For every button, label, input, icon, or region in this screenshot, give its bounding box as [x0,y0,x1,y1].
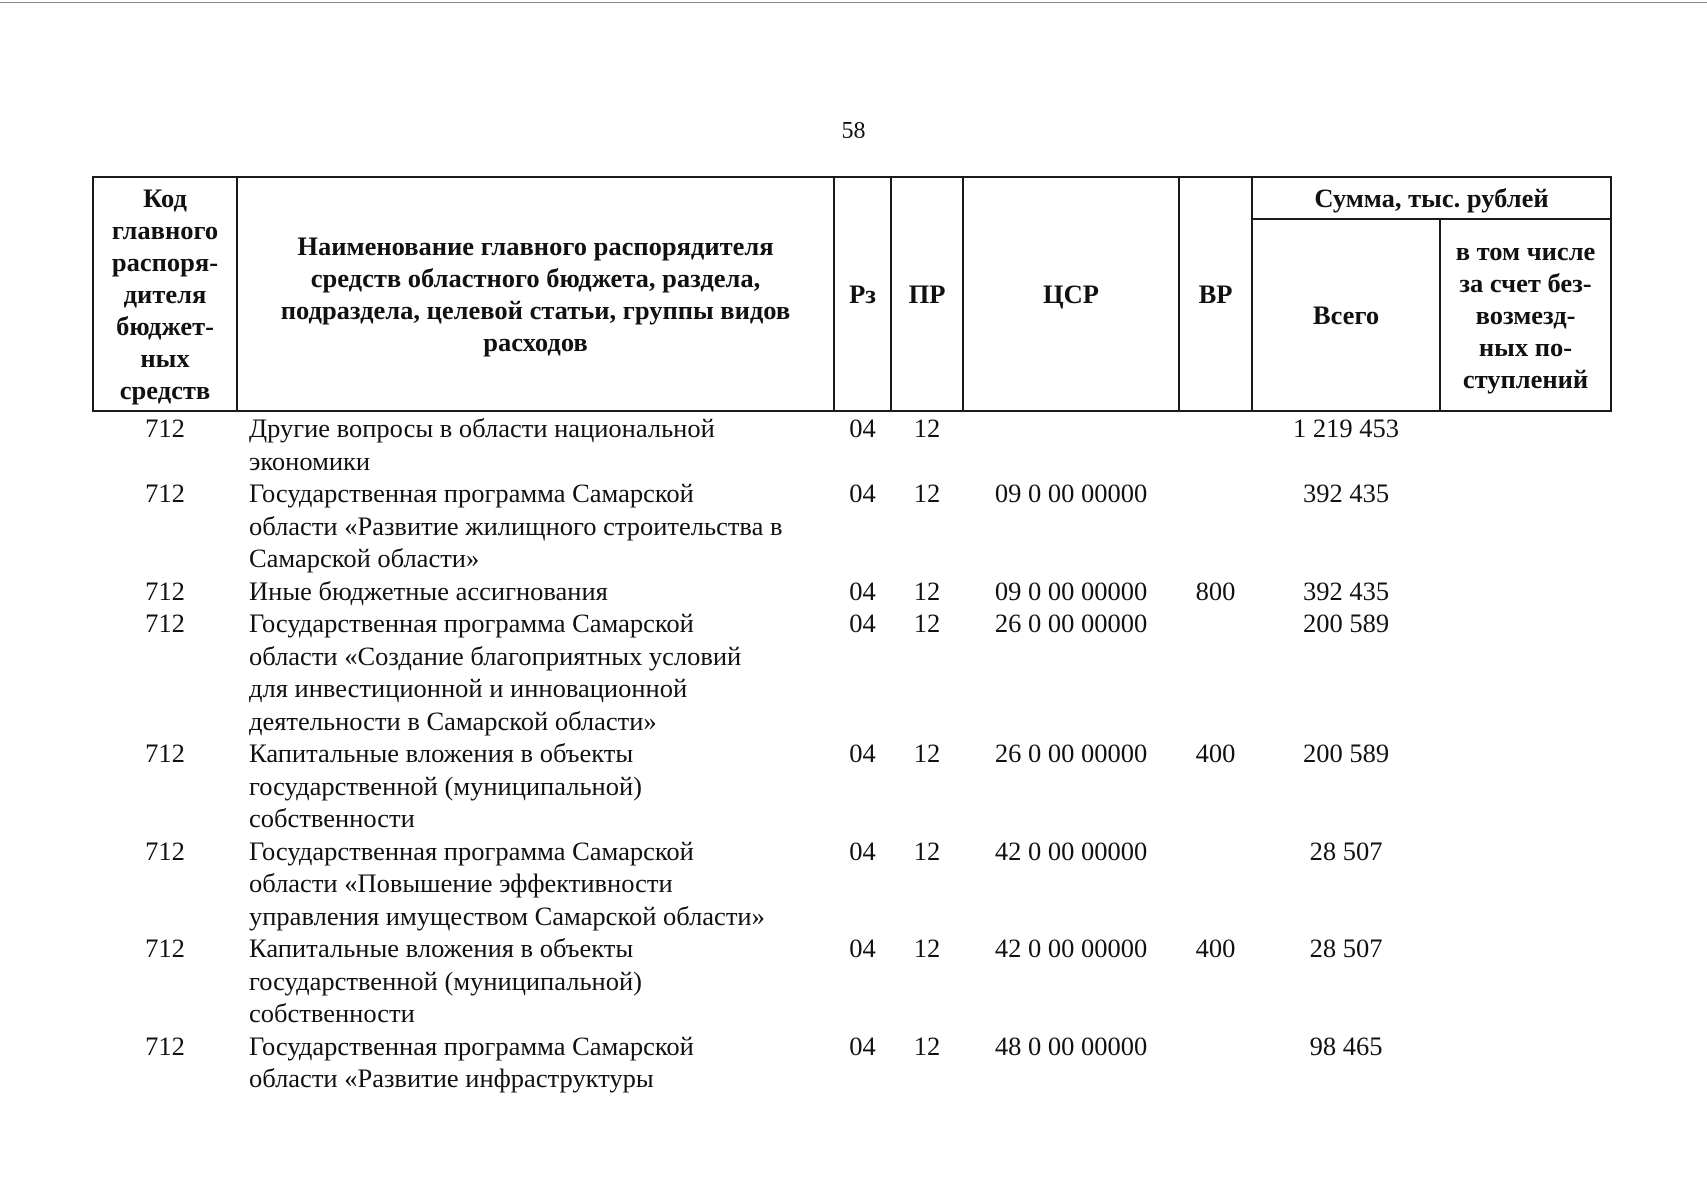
cell-code: 712 [145,933,185,963]
cell-vr [1179,1030,1252,1095]
cell-code: 712 [145,608,185,638]
table-row [93,607,1611,737]
cell-vr [1179,607,1252,737]
cell-free [1440,477,1611,575]
cell-pr: 12 [913,608,941,638]
cell-vr [1179,835,1252,933]
cell-name: Капитальные вложения в объекты государственной (муниципальной) собственности [249,738,642,833]
cell-csr: 09 0 00 00000 [994,575,1148,606]
cell-name: Государственная программа Самарской области «Развитие жилищного строительства в Самарской области» [249,478,783,573]
cell-rz: 04 [849,413,876,443]
cell-pr: 12 [913,478,941,508]
cell-pr: 12 [913,413,941,443]
cell-code: 712 [145,478,185,508]
cell-total: 98 465 [1309,1030,1383,1061]
cell-free [1440,835,1611,933]
cell-total: 392 435 [1302,575,1390,606]
page-top-edge [0,2,1707,3]
page-number: 58 [841,118,866,144]
cell-name: Государственная программа Самарской области «Развитие инфраструктуры [249,1030,694,1093]
cell-rz: 04 [849,933,876,963]
cell-pr: 12 [913,575,941,606]
cell-code: 712 [145,1030,185,1061]
table-row [93,737,1611,835]
cell-csr: 48 0 00 00000 [994,1030,1148,1061]
cell-free [1440,575,1611,608]
header-rz: Рз [834,177,891,411]
budget-table [92,176,1612,1095]
cell-csr: 09 0 00 00000 [994,478,1148,508]
cell-csr [963,411,1179,477]
cell-total: 28 507 [1309,933,1383,963]
cell-pr: 12 [913,1030,941,1061]
cell-rz: 04 [849,608,876,638]
header-sum: Сумма, тыс. рублей [1252,177,1611,219]
cell-csr: 26 0 00 00000 [994,738,1148,768]
cell-name: Другие вопросы в области национальной экономики [249,413,715,476]
cell-csr: 42 0 00 00000 [994,933,1148,963]
table-row [93,835,1611,933]
cell-code: 712 [145,413,185,443]
header-vr: ВР [1179,177,1252,411]
table-row [93,477,1611,575]
cell-total: 28 507 [1309,835,1383,866]
cell-free [1440,1030,1611,1095]
cell-vr: 400 [1195,738,1236,768]
table-row [93,1030,1611,1095]
cell-vr: 800 [1195,575,1236,606]
cell-free [1440,737,1611,835]
cell-pr: 12 [913,835,941,866]
cell-csr: 26 0 00 00000 [994,608,1148,638]
cell-total: 392 435 [1302,478,1390,508]
cell-csr: 42 0 00 00000 [994,835,1148,866]
header-pr: ПР [891,177,963,411]
cell-rz: 04 [849,575,876,606]
cell-pr: 12 [913,738,941,768]
cell-total: 200 589 [1302,608,1390,638]
table-row [93,932,1611,1030]
header-free: в том числе за счет без- возмезд- ных по- ступлений [1440,219,1611,411]
cell-rz: 04 [849,1030,876,1061]
header-total: Всего [1252,219,1440,411]
header-code: Код главного распоря- дителя бюджет- ных средств [93,177,237,411]
cell-total: 1 219 453 [1293,413,1399,443]
cell-name: Государственная программа Самарской области «Повышение эффективности управления имуществом Самарской области» [249,835,765,931]
cell-code: 712 [145,575,185,606]
header-csr: ЦСР [963,177,1179,411]
table-row [93,575,1611,608]
header-name: Наименование главного распорядителя средств областного бюджета, раздела, подраздела, целевой статьи, группы видов расходов [237,177,834,411]
cell-pr: 12 [913,933,941,963]
cell-name: Государственная программа Самарской области «Создание благоприятных условий для инвестиционной и инновационной деятельности в Самарской области» [249,608,742,736]
cell-name: Капитальные вложения в объекты государственной (муниципальной) собственности [249,933,642,1028]
cell-vr [1179,477,1252,575]
cell-name: Иные бюджетные ассигнования [249,575,608,606]
cell-free [1440,932,1611,1030]
cell-vr: 400 [1195,933,1236,963]
cell-rz: 04 [849,835,876,866]
cell-free [1440,607,1611,737]
cell-rz: 04 [849,738,876,768]
cell-code: 712 [145,738,185,768]
cell-total: 200 589 [1302,738,1390,768]
table-row [93,411,1611,477]
cell-vr [1179,411,1252,477]
cell-code: 712 [145,835,185,866]
cell-free [1440,411,1611,477]
cell-rz: 04 [849,478,876,508]
